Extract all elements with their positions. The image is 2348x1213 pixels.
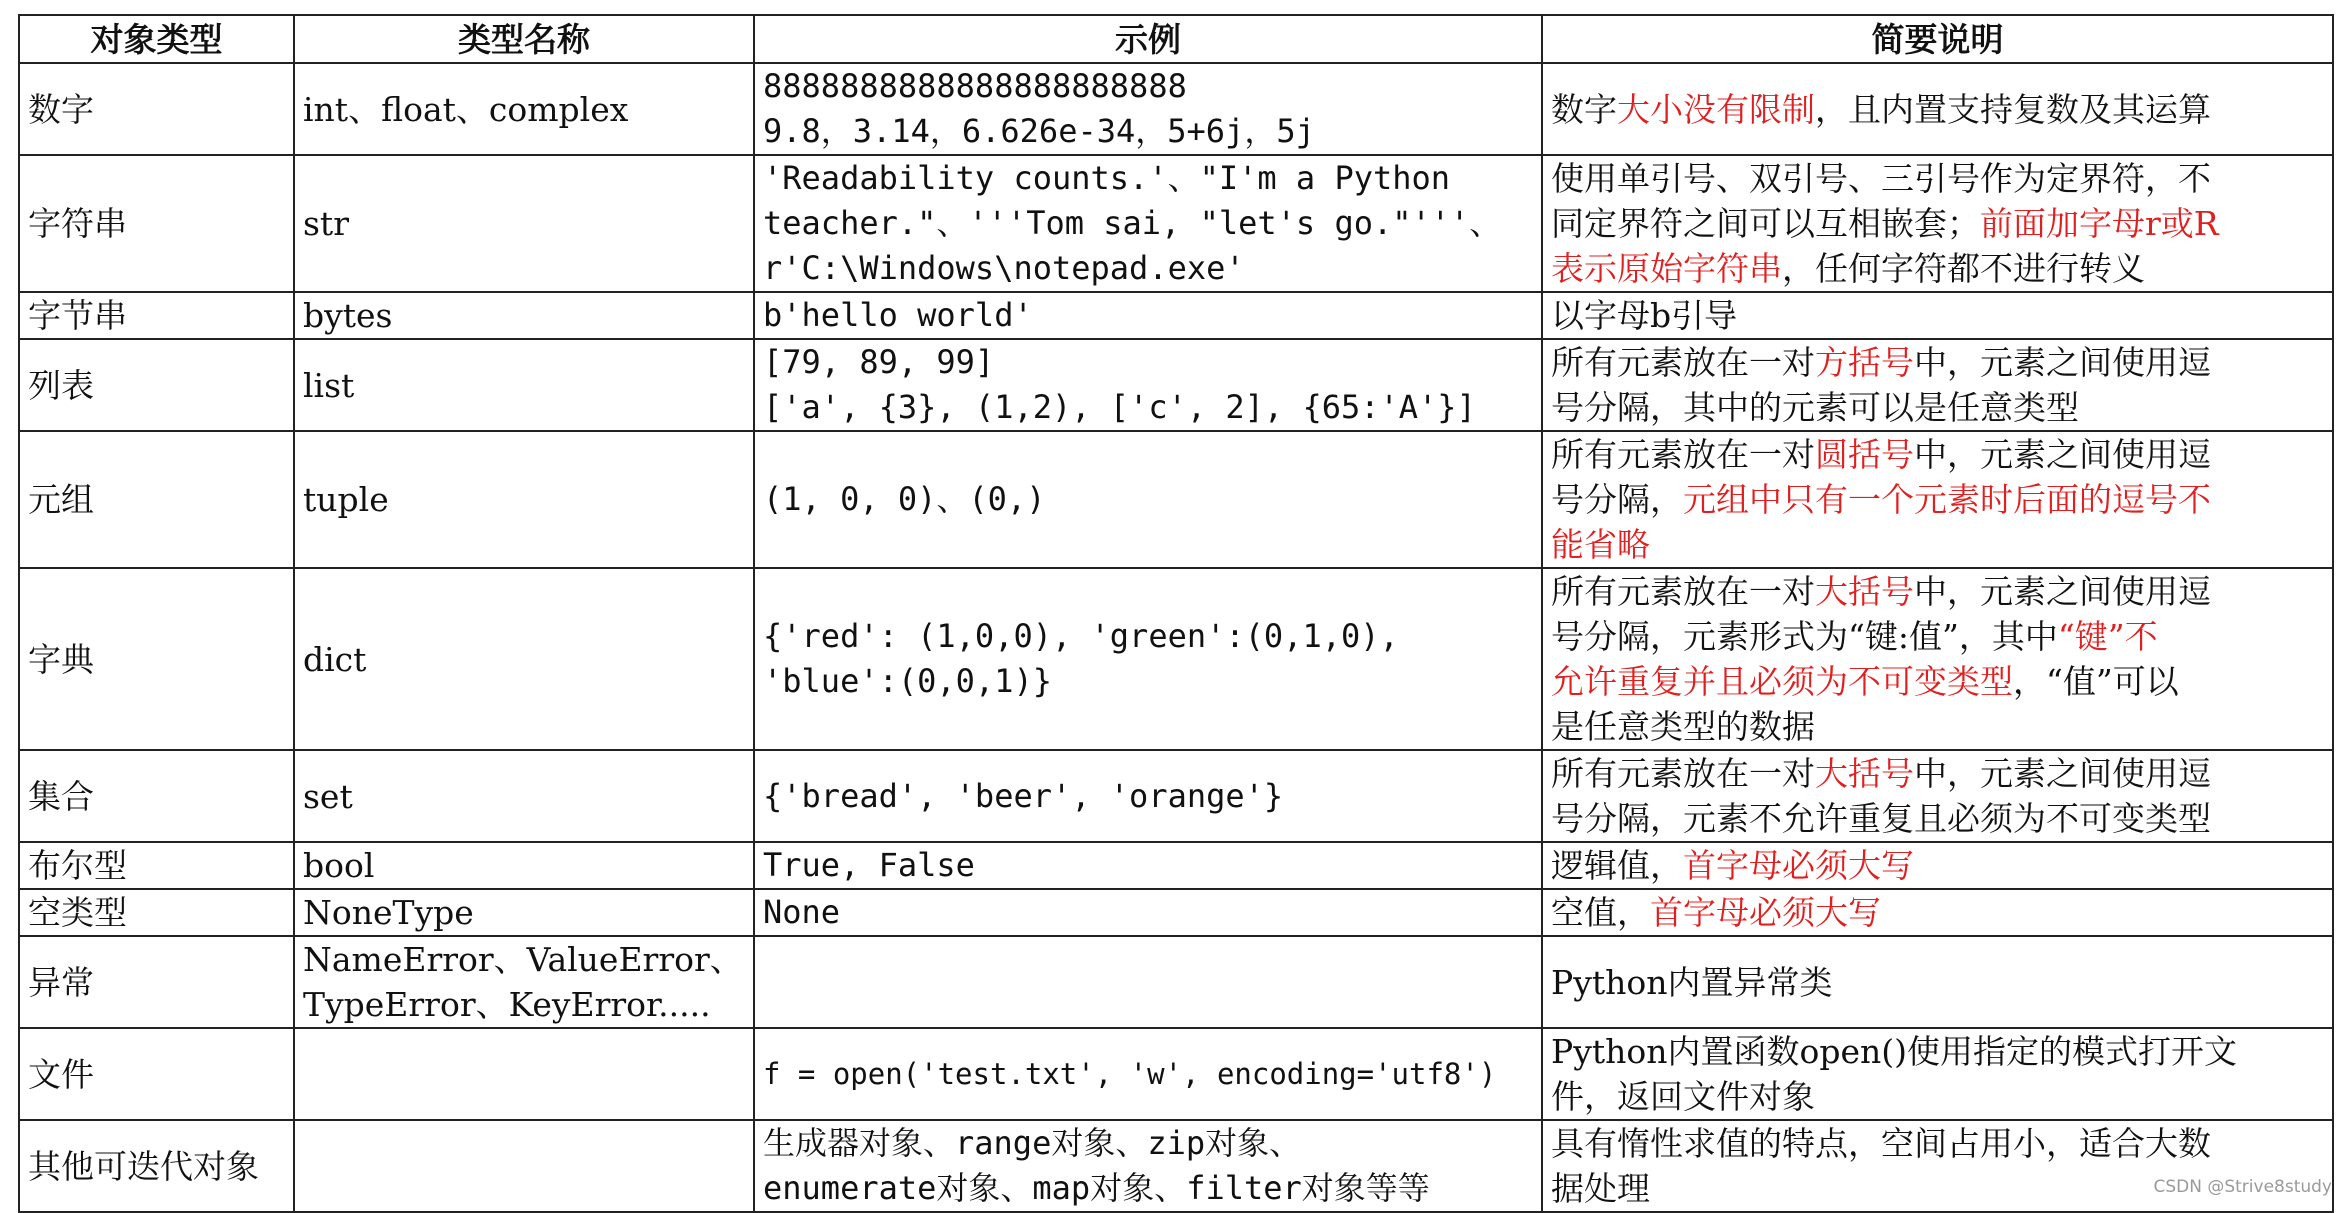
type-name-line: bool bbox=[303, 846, 375, 885]
example-line: 9.8，3.14，6.626e-34，5+6j，5j bbox=[763, 112, 1315, 150]
cell-description bbox=[1542, 568, 2333, 750]
cell-description bbox=[1542, 889, 2333, 936]
type-name-line: NoneType bbox=[303, 893, 474, 932]
cell-object-type: 其他可迭代对象 bbox=[19, 1120, 294, 1212]
cell-description bbox=[1542, 842, 2333, 889]
description-text: 件，返回文件对象 bbox=[1551, 1077, 1815, 1116]
highlight-text: 首字母必须大写 bbox=[1683, 846, 1914, 885]
description-text: 中，元素之间使用逗 bbox=[1914, 435, 2211, 474]
cell-example bbox=[754, 889, 1542, 936]
highlight-text: 元组中只有一个元素时后面的逗号不 bbox=[1683, 480, 2211, 519]
table-container bbox=[18, 14, 2332, 1213]
cell-object-type: 文件 bbox=[19, 1028, 294, 1120]
example-line: None bbox=[763, 893, 841, 931]
description-text: 据处理 bbox=[1551, 1169, 1650, 1208]
cell-type-name bbox=[294, 889, 754, 936]
example-line: 'Readability counts.'、"I'm a Python bbox=[763, 159, 1451, 197]
description-text: 号分隔，元素不允许重复且必须为不可变类型 bbox=[1551, 799, 2211, 838]
description-text: 所有元素放在一对 bbox=[1551, 435, 1815, 474]
highlight-text: 大括号 bbox=[1815, 572, 1914, 611]
table-row bbox=[19, 889, 2333, 936]
header-type-name: 类型名称 bbox=[294, 15, 754, 63]
description-line bbox=[1551, 385, 2324, 430]
highlight-text: 方括号 bbox=[1815, 343, 1914, 382]
description-line bbox=[1551, 704, 2324, 749]
highlight-text: 首字母必须大写 bbox=[1650, 893, 1881, 932]
description-line bbox=[1551, 890, 2324, 935]
table-row bbox=[19, 431, 2333, 568]
table-row bbox=[19, 1028, 2333, 1120]
table-row bbox=[19, 155, 2333, 292]
description-text: 号分隔，其中的元素可以是任意类型 bbox=[1551, 388, 2079, 427]
description-line bbox=[1551, 1029, 2324, 1074]
cell-object-type: 列表 bbox=[19, 339, 294, 431]
python-object-types-table bbox=[18, 14, 2334, 1213]
description-text: ，且内置支持复数及其运算 bbox=[1815, 89, 2211, 129]
description-text: ，“值”可以 bbox=[2013, 662, 2179, 701]
description-line bbox=[1551, 87, 2324, 132]
description-line bbox=[1551, 751, 2324, 796]
example-line: enumerate对象、map对象、filter对象等等 bbox=[763, 1169, 1430, 1207]
table-row bbox=[19, 339, 2333, 431]
example-line: {'bread', 'beer', 'orange'} bbox=[763, 776, 1284, 815]
description-line bbox=[1551, 477, 2324, 522]
example-line: b'hello world' bbox=[763, 296, 1033, 334]
cell-description bbox=[1542, 63, 2333, 155]
cell-object-type: 空类型 bbox=[19, 889, 294, 936]
cell-object-type: 字节串 bbox=[19, 292, 294, 339]
type-name-line: list bbox=[303, 365, 355, 405]
description-text: ，任何字符都不进行转义 bbox=[1782, 249, 2145, 288]
description-text: 同定界符之间可以互相嵌套； bbox=[1551, 204, 1980, 243]
description-line bbox=[1551, 432, 2324, 477]
description-line bbox=[1551, 843, 2324, 888]
highlight-text: 表示原始字符串 bbox=[1551, 249, 1782, 288]
table-row bbox=[19, 842, 2333, 889]
cell-example bbox=[754, 155, 1542, 292]
table-row bbox=[19, 1120, 2333, 1212]
cell-object-type: 元组 bbox=[19, 431, 294, 568]
cell-object-type: 集合 bbox=[19, 750, 294, 842]
example-line: f = open('test.txt', 'w', encoding='utf8') bbox=[763, 1056, 1497, 1091]
description-text: 中，元素之间使用逗 bbox=[1914, 754, 2211, 793]
example-line: teacher."、'''Tom sai, "let's go."'''、 bbox=[763, 204, 1502, 242]
example-line: r'C:\Windows\notepad.exe' bbox=[763, 249, 1245, 287]
cell-type-name bbox=[294, 1028, 754, 1120]
cell-example bbox=[754, 1028, 1542, 1120]
type-name-line: dict bbox=[303, 639, 367, 679]
example-line: 生成器对象、range对象、zip对象、 bbox=[763, 1124, 1302, 1162]
cell-description bbox=[1542, 1028, 2333, 1120]
table-row bbox=[19, 936, 2333, 1028]
description-line bbox=[1551, 659, 2324, 704]
cell-description bbox=[1542, 936, 2333, 1028]
type-name-line: tuple bbox=[303, 480, 389, 519]
description-line bbox=[1551, 796, 2324, 841]
cell-type-name bbox=[294, 936, 754, 1028]
cell-description bbox=[1542, 1120, 2333, 1212]
cell-example bbox=[754, 63, 1542, 155]
cell-type-name bbox=[294, 292, 754, 339]
example-line: [79, 89, 99] bbox=[763, 343, 995, 381]
cell-example bbox=[754, 568, 1542, 750]
cell-type-name bbox=[294, 1120, 754, 1212]
cell-object-type: 字典 bbox=[19, 568, 294, 750]
highlight-text: 圆括号 bbox=[1815, 435, 1914, 474]
highlight-text: 前面加字母r或R bbox=[1980, 204, 2219, 243]
cell-description bbox=[1542, 750, 2333, 842]
watermark: CSDN @Strive8study bbox=[2153, 1177, 2332, 1197]
example-line: 8888888888888888888888 bbox=[763, 67, 1187, 105]
description-line bbox=[1551, 522, 2324, 567]
highlight-text: 大括号 bbox=[1815, 754, 1914, 793]
example-line: ['a', {3}, (1,2), ['c', 2], {65:'A'}] bbox=[763, 388, 1476, 426]
cell-object-type: 布尔型 bbox=[19, 842, 294, 889]
type-name-line: bytes bbox=[303, 296, 393, 335]
header-row bbox=[19, 15, 2333, 63]
cell-example bbox=[754, 292, 1542, 339]
cell-example bbox=[754, 750, 1542, 842]
example-line: 'blue':(0,0,1)} bbox=[763, 662, 1052, 700]
table-body bbox=[19, 63, 2333, 1212]
description-text: 逻辑值， bbox=[1551, 846, 1683, 885]
description-text: Python内置异常类 bbox=[1551, 962, 1833, 1002]
description-line bbox=[1551, 246, 2324, 291]
description-text: 使用单引号、双引号、三引号作为定界符，不 bbox=[1551, 159, 2211, 198]
type-name-line: TypeError、KeyError..... bbox=[303, 985, 711, 1024]
cell-type-name bbox=[294, 750, 754, 842]
cell-description bbox=[1542, 431, 2333, 568]
cell-example bbox=[754, 842, 1542, 889]
description-text: 所有元素放在一对 bbox=[1551, 343, 1815, 382]
description-line bbox=[1551, 340, 2324, 385]
cell-example bbox=[754, 339, 1542, 431]
example-line: True, False bbox=[763, 846, 975, 884]
description-line bbox=[1551, 960, 2324, 1005]
description-text: 空值， bbox=[1551, 893, 1650, 932]
cell-object-type: 字符串 bbox=[19, 155, 294, 292]
description-line bbox=[1551, 293, 2324, 338]
table-row bbox=[19, 292, 2333, 339]
cell-object-type: 数字 bbox=[19, 63, 294, 155]
cell-type-name bbox=[294, 842, 754, 889]
cell-type-name bbox=[294, 339, 754, 431]
description-text: 数字 bbox=[1551, 89, 1617, 129]
header-description: 简要说明 bbox=[1542, 15, 2333, 63]
cell-example bbox=[754, 1120, 1542, 1212]
description-text: 号分隔， bbox=[1551, 480, 1683, 519]
cell-description bbox=[1542, 155, 2333, 292]
cell-type-name bbox=[294, 63, 754, 155]
description-line bbox=[1551, 1074, 2324, 1119]
cell-description bbox=[1542, 292, 2333, 339]
header-object-type: 对象类型 bbox=[19, 15, 294, 63]
highlight-text: 允许重复并且必须为不可变类型 bbox=[1551, 662, 2013, 701]
description-line bbox=[1551, 201, 2324, 246]
highlight-text: 能省略 bbox=[1551, 525, 1650, 564]
table-row bbox=[19, 750, 2333, 842]
description-text: Python内置函数open()使用指定的模式打开文 bbox=[1551, 1032, 2238, 1071]
cell-type-name bbox=[294, 431, 754, 568]
cell-example bbox=[754, 936, 1542, 1028]
description-text: 所有元素放在一对 bbox=[1551, 572, 1815, 611]
type-name-line: str bbox=[303, 204, 349, 243]
description-text: 具有惰性求值的特点，空间占用小，适合大数 bbox=[1551, 1124, 2211, 1163]
example-line: (1, 0, 0)、(0,) bbox=[763, 480, 1046, 518]
type-name-line: NameError、ValueError、 bbox=[303, 940, 743, 979]
cell-example bbox=[754, 431, 1542, 568]
table-row bbox=[19, 63, 2333, 155]
description-line bbox=[1551, 156, 2324, 201]
example-line: {'red': (1,0,0), 'green':(0,1,0), bbox=[763, 617, 1399, 655]
highlight-text: “键”不 bbox=[2057, 617, 2158, 656]
header-example: 示例 bbox=[754, 15, 1542, 63]
type-name-line: int、float、complex bbox=[303, 89, 629, 129]
cell-type-name bbox=[294, 568, 754, 750]
description-line bbox=[1551, 1121, 2324, 1166]
description-text: 所有元素放在一对 bbox=[1551, 754, 1815, 793]
cell-description bbox=[1542, 339, 2333, 431]
cell-object-type: 异常 bbox=[19, 936, 294, 1028]
description-line bbox=[1551, 614, 2324, 659]
description-line bbox=[1551, 569, 2324, 614]
description-text: 号分隔，元素形式为“键:值”，其中 bbox=[1551, 617, 2058, 656]
highlight-text: 大小没有限制 bbox=[1617, 89, 1815, 129]
cell-type-name bbox=[294, 155, 754, 292]
description-text: 是任意类型的数据 bbox=[1551, 707, 1815, 746]
table-row bbox=[19, 568, 2333, 750]
description-text: 中，元素之间使用逗 bbox=[1914, 572, 2211, 611]
description-text: 中，元素之间使用逗 bbox=[1914, 343, 2211, 382]
description-text: 以字母b引导 bbox=[1551, 296, 1738, 335]
type-name-line: set bbox=[303, 776, 353, 816]
